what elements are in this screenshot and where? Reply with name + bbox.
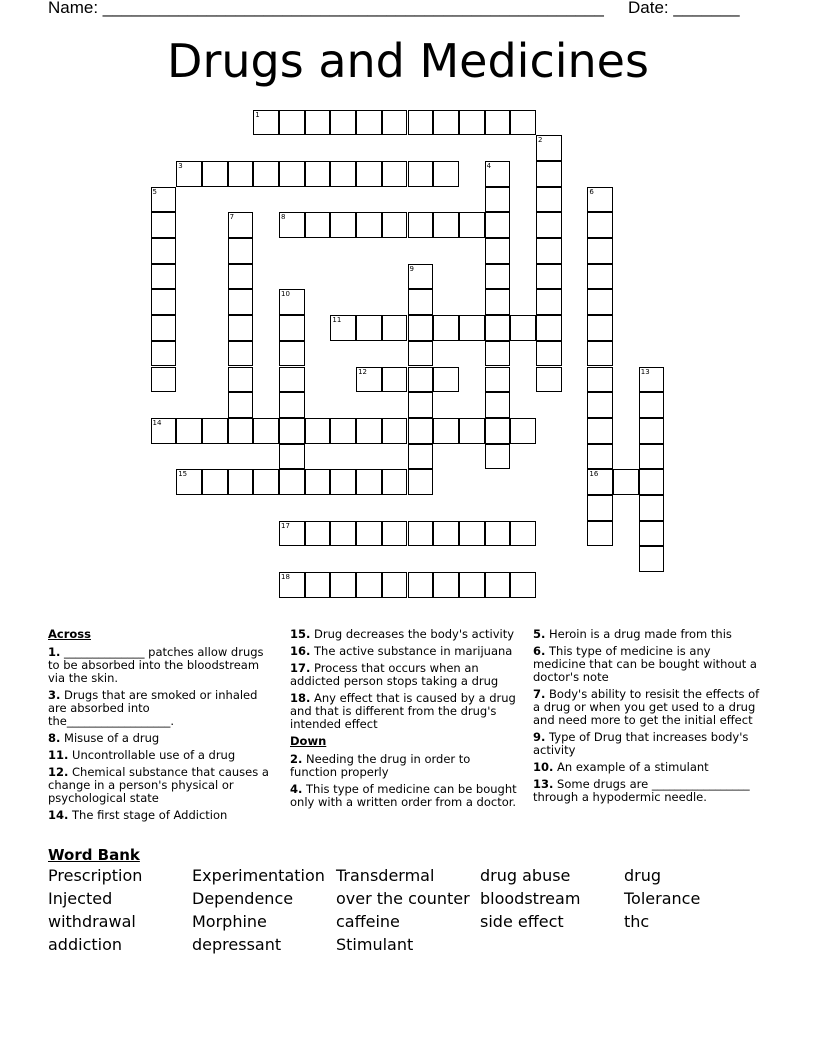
crossword-cell[interactable] — [253, 161, 279, 187]
crossword-cell[interactable] — [202, 161, 228, 187]
crossword-cell[interactable] — [536, 315, 562, 341]
crossword-cell[interactable] — [228, 238, 254, 264]
clue-across-3: 3. Drugs that are smoked or inhaled are absorbed into the__________________. — [48, 688, 258, 728]
crossword-cell[interactable] — [433, 110, 459, 136]
crossword-cell[interactable] — [485, 341, 511, 367]
crossword-cell[interactable] — [408, 392, 434, 418]
crossword-cell[interactable] — [305, 161, 331, 187]
crossword-cell[interactable] — [485, 392, 511, 418]
crossword-cell[interactable] — [228, 264, 254, 290]
crossword-cell[interactable] — [408, 341, 434, 367]
crossword-cell[interactable] — [639, 444, 665, 470]
crossword-cell[interactable] — [639, 418, 665, 444]
crossword-cell[interactable] — [587, 469, 613, 495]
crossword-cell[interactable] — [382, 418, 408, 444]
clue-across-8: 8. Misuse of a drug — [48, 731, 160, 745]
clue-down-9: 9. Type of Drug that increases body's activity — [533, 730, 749, 757]
crossword-cell[interactable] — [330, 212, 356, 238]
clue-down-5: 5. Heroin is a drug made from this — [533, 627, 732, 641]
crossword-cell[interactable] — [408, 418, 434, 444]
crossword-cell[interactable] — [382, 521, 408, 547]
crossword-cell[interactable] — [587, 238, 613, 264]
crossword-cell[interactable] — [228, 367, 254, 393]
clue-number: 2 — [538, 136, 543, 145]
crossword-cell[interactable] — [356, 367, 382, 393]
crossword-cell[interactable] — [510, 521, 536, 547]
crossword-cell[interactable] — [151, 315, 177, 341]
crossword-cell[interactable] — [587, 392, 613, 418]
crossword-cell[interactable] — [485, 212, 511, 238]
crossword-cell[interactable] — [305, 418, 331, 444]
crossword-cell[interactable] — [279, 444, 305, 470]
date-line: Date: _______ — [628, 0, 740, 17]
word-bank-item: Dependence — [192, 889, 294, 908]
crossword-cell[interactable] — [176, 418, 202, 444]
crossword-cell[interactable] — [639, 495, 665, 521]
clue-across-11: 11. Uncontrollable use of a drug — [48, 748, 236, 762]
clue-across-15: 15. Drug decreases the body's activity — [290, 627, 515, 641]
crossword-cell[interactable] — [433, 367, 459, 393]
crossword-cell[interactable] — [510, 315, 536, 341]
crossword-cell[interactable] — [408, 469, 434, 495]
crossword-cell[interactable] — [587, 187, 613, 213]
crossword-cell[interactable] — [356, 110, 382, 136]
clue-number: 18 — [281, 573, 290, 582]
clue-number: 1 — [255, 110, 260, 119]
clue-number: 9 — [409, 264, 414, 273]
clue-number: 13 — [640, 367, 650, 376]
crossword-cell[interactable] — [356, 572, 382, 598]
down-heading: Down — [290, 734, 327, 748]
crossword-cell[interactable] — [485, 187, 511, 213]
crossword-cell[interactable] — [485, 444, 511, 470]
word-bank-item: Injected — [48, 889, 113, 908]
crossword-cell[interactable] — [485, 572, 511, 598]
word-bank-item: Morphine — [192, 912, 267, 931]
crossword-cell[interactable] — [485, 264, 511, 290]
crossword-cell[interactable] — [536, 264, 562, 290]
crossword-cell[interactable] — [459, 521, 485, 547]
clue-number: 10 — [281, 290, 290, 299]
crossword-cell[interactable] — [305, 110, 331, 136]
crossword-cell[interactable] — [151, 341, 177, 367]
crossword-cell[interactable] — [330, 161, 356, 187]
crossword-cell[interactable] — [587, 341, 613, 367]
crossword-cell[interactable] — [459, 315, 485, 341]
clue-down-7: 7. Body's ability to resisit the effects of a drug or when you get used to a drug and need more to get the initial effect — [533, 687, 760, 727]
crossword-cell[interactable] — [228, 392, 254, 418]
crossword-cell[interactable] — [202, 469, 228, 495]
crossword-cell[interactable] — [382, 212, 408, 238]
word-bank-item: Prescription — [48, 866, 143, 885]
clue-number: 7 — [229, 213, 235, 222]
page-title: Drugs and Medicines — [167, 34, 649, 88]
clue-across-14: 14. The first stage of Addiction — [48, 808, 228, 822]
crossword-cell[interactable] — [279, 367, 305, 393]
clue-down-6: 6. This type of medicine is any medicine that can be bought without a doctor's note — [533, 644, 757, 684]
clue-number: 17 — [281, 521, 290, 530]
crossword-cell[interactable] — [459, 572, 485, 598]
crossword-cell[interactable] — [433, 315, 459, 341]
crossword-cell[interactable] — [485, 161, 511, 187]
crossword-cell[interactable] — [228, 289, 254, 315]
crossword-cell[interactable] — [228, 212, 254, 238]
crossword-cell[interactable] — [408, 315, 434, 341]
crossword-cell[interactable] — [279, 392, 305, 418]
word-bank-item: caffeine — [336, 912, 400, 931]
crossword-cell[interactable] — [639, 469, 665, 495]
crossword-cell[interactable] — [485, 110, 511, 136]
crossword-cell[interactable] — [279, 315, 305, 341]
crossword-cell[interactable] — [587, 521, 613, 547]
crossword-cell[interactable] — [408, 212, 434, 238]
crossword-cell[interactable] — [151, 238, 177, 264]
crossword-cell[interactable] — [228, 418, 254, 444]
crossword-cell[interactable] — [408, 572, 434, 598]
clue-across-18: 18. Any effect that is caused by a drug and that is different from the drug's intended effect — [290, 691, 516, 731]
crossword-cell[interactable] — [382, 469, 408, 495]
crossword-cell[interactable] — [356, 418, 382, 444]
crossword-cell[interactable] — [330, 521, 356, 547]
name-line: Name: _____________________________________________________ — [48, 0, 604, 17]
crossword-cell[interactable] — [587, 264, 613, 290]
crossword-cell[interactable] — [536, 212, 562, 238]
crossword-cell[interactable] — [408, 264, 434, 290]
crossword-cell[interactable] — [613, 469, 639, 495]
crossword-cell[interactable] — [330, 418, 356, 444]
crossword-cell[interactable] — [305, 572, 331, 598]
crossword-cell[interactable] — [639, 546, 665, 572]
crossword-cell[interactable] — [536, 187, 562, 213]
crossword-cell[interactable] — [228, 315, 254, 341]
crossword-cell[interactable] — [253, 469, 279, 495]
crossword-cell[interactable] — [382, 572, 408, 598]
crossword-cell[interactable] — [151, 418, 177, 444]
crossword-cell[interactable] — [279, 289, 305, 315]
word-bank-item: thc — [624, 912, 650, 931]
crossword-cell[interactable] — [510, 110, 536, 136]
word-bank-item: bloodstream — [480, 889, 581, 908]
word-bank-item: depressant — [192, 935, 282, 954]
clue-across-17: 17. Process that occurs when an addicted person stops taking a drug — [290, 661, 499, 688]
clue-number: 16 — [589, 470, 599, 479]
clue-number: 14 — [152, 418, 162, 427]
crossword-cell[interactable] — [639, 521, 665, 547]
crossword-cell[interactable] — [330, 469, 356, 495]
crossword-cell[interactable] — [587, 212, 613, 238]
crossword-cell[interactable] — [587, 315, 613, 341]
crossword-cell[interactable] — [279, 469, 305, 495]
clue-down-2: 2. Needing the drug in order to function properly — [290, 752, 471, 779]
crossword-cell[interactable] — [279, 572, 305, 598]
crossword-cell[interactable] — [433, 161, 459, 187]
crossword-cell[interactable] — [356, 521, 382, 547]
clue-across-16: 16. The active substance in marijuana — [290, 644, 513, 658]
clue-down-10: 10. An example of a stimulant — [533, 760, 709, 774]
crossword-cell[interactable] — [151, 264, 177, 290]
clue-number: 15 — [178, 470, 188, 479]
clue-down-13: 13. Some drugs are _________________ through a hypodermic needle. — [533, 777, 750, 804]
word-bank-item: over the counter — [336, 889, 470, 908]
crossword-cell[interactable] — [305, 469, 331, 495]
word-bank — [48, 846, 788, 954]
word-bank-item: Stimulant — [336, 935, 414, 954]
crossword-cell[interactable] — [459, 212, 485, 238]
crossword-cell[interactable] — [639, 367, 665, 393]
clue-number: 8 — [281, 213, 286, 222]
across-heading: Across — [48, 627, 91, 641]
crossword-cell[interactable] — [536, 161, 562, 187]
word-bank-heading: Word Bank — [48, 846, 140, 864]
crossword-cell[interactable] — [459, 418, 485, 444]
crossword-cell[interactable] — [228, 469, 254, 495]
crossword-cell[interactable] — [176, 469, 202, 495]
crossword-cell[interactable] — [356, 212, 382, 238]
crossword-cell[interactable] — [330, 110, 356, 136]
crossword-cell[interactable] — [587, 289, 613, 315]
crossword-cell[interactable] — [510, 572, 536, 598]
crossword-cell[interactable] — [253, 418, 279, 444]
crossword-cell[interactable] — [433, 212, 459, 238]
crossword-cell[interactable] — [536, 367, 562, 393]
crossword-cell[interactable] — [279, 341, 305, 367]
clue-number: 5 — [152, 187, 157, 196]
clue-number: 11 — [332, 316, 342, 325]
crossword-cell[interactable] — [459, 110, 485, 136]
clues-column-1 — [48, 628, 278, 826]
crossword-cell[interactable] — [151, 212, 177, 238]
word-bank-item: drug — [624, 866, 662, 885]
crossword-cell[interactable] — [151, 367, 177, 393]
clue-number: 6 — [589, 187, 594, 196]
crossword-cell[interactable] — [356, 315, 382, 341]
clues-column-2 — [290, 628, 520, 813]
clues-column-3 — [533, 628, 765, 808]
crossword-cell[interactable] — [485, 418, 511, 444]
word-bank-list — [48, 866, 788, 954]
crossword-cell[interactable] — [408, 110, 434, 136]
word-bank-item: drug abuse — [480, 866, 571, 885]
crossword-cell[interactable] — [433, 572, 459, 598]
crossword-cell[interactable] — [433, 521, 459, 547]
crossword-cell[interactable] — [536, 238, 562, 264]
crossword-cell[interactable] — [356, 161, 382, 187]
crossword-cell[interactable] — [536, 135, 562, 161]
crossword-cell[interactable] — [305, 521, 331, 547]
clue-across-12: 12. Chemical substance that causes a change in a person's physical or psychological state — [48, 765, 269, 805]
crossword-cell[interactable] — [253, 110, 279, 136]
crossword-cell[interactable] — [639, 392, 665, 418]
crossword-cell[interactable] — [408, 521, 434, 547]
word-bank-item: withdrawal — [48, 912, 136, 931]
crossword-cell[interactable] — [510, 418, 536, 444]
crossword-cell[interactable] — [279, 418, 305, 444]
word-bank-item: Transdermal — [336, 866, 435, 885]
crossword-cell[interactable] — [228, 341, 254, 367]
clue-number: 4 — [486, 161, 492, 170]
crossword-cell[interactable] — [408, 161, 434, 187]
crossword-cell[interactable] — [536, 289, 562, 315]
crossword-cell[interactable] — [485, 521, 511, 547]
crossword-cell[interactable] — [587, 495, 613, 521]
crossword-cell[interactable] — [485, 315, 511, 341]
crossword-cell[interactable] — [279, 161, 305, 187]
crossword-cell[interactable] — [330, 315, 356, 341]
crossword-cell[interactable] — [485, 238, 511, 264]
crossword-cell[interactable] — [279, 110, 305, 136]
crossword-cell[interactable] — [151, 187, 177, 213]
crossword-cell[interactable] — [587, 367, 613, 393]
crossword-cell[interactable] — [228, 161, 254, 187]
crossword-cell[interactable] — [536, 341, 562, 367]
crossword-cell[interactable] — [356, 469, 382, 495]
crossword-cell[interactable] — [305, 212, 331, 238]
crossword-cell[interactable] — [433, 418, 459, 444]
crossword-cell[interactable] — [176, 161, 202, 187]
crossword-cell[interactable] — [330, 572, 356, 598]
clue-down-4: 4. This type of medicine can be bought only with a written order from a doctor. — [290, 782, 517, 809]
crossword-cell[interactable] — [587, 418, 613, 444]
crossword-cell[interactable] — [202, 418, 228, 444]
clue-number: 12 — [358, 367, 368, 376]
crossword-cell[interactable] — [382, 367, 408, 393]
crossword-cell[interactable] — [485, 367, 511, 393]
crossword-cell[interactable] — [408, 289, 434, 315]
clue-number: 3 — [178, 161, 183, 170]
word-bank-item: addiction — [48, 935, 123, 954]
crossword-cell[interactable] — [382, 315, 408, 341]
crossword-cell[interactable] — [587, 444, 613, 470]
crossword-cell[interactable] — [382, 161, 408, 187]
crossword-cell[interactable] — [279, 521, 305, 547]
crossword-cell[interactable] — [485, 289, 511, 315]
crossword-cell[interactable] — [408, 444, 434, 470]
crossword-cell[interactable] — [408, 367, 434, 393]
crossword-cell[interactable] — [151, 289, 177, 315]
clue-across-1: 1. ______________ patches allow drugs to be absorbed into the bloodstream via the skin. — [48, 645, 264, 685]
crossword-cell[interactable] — [279, 212, 305, 238]
word-bank-item: Tolerance — [624, 889, 701, 908]
word-bank-item: Experimentation — [192, 866, 325, 885]
word-bank-item: side effect — [480, 912, 564, 931]
crossword-cell[interactable] — [382, 110, 408, 136]
